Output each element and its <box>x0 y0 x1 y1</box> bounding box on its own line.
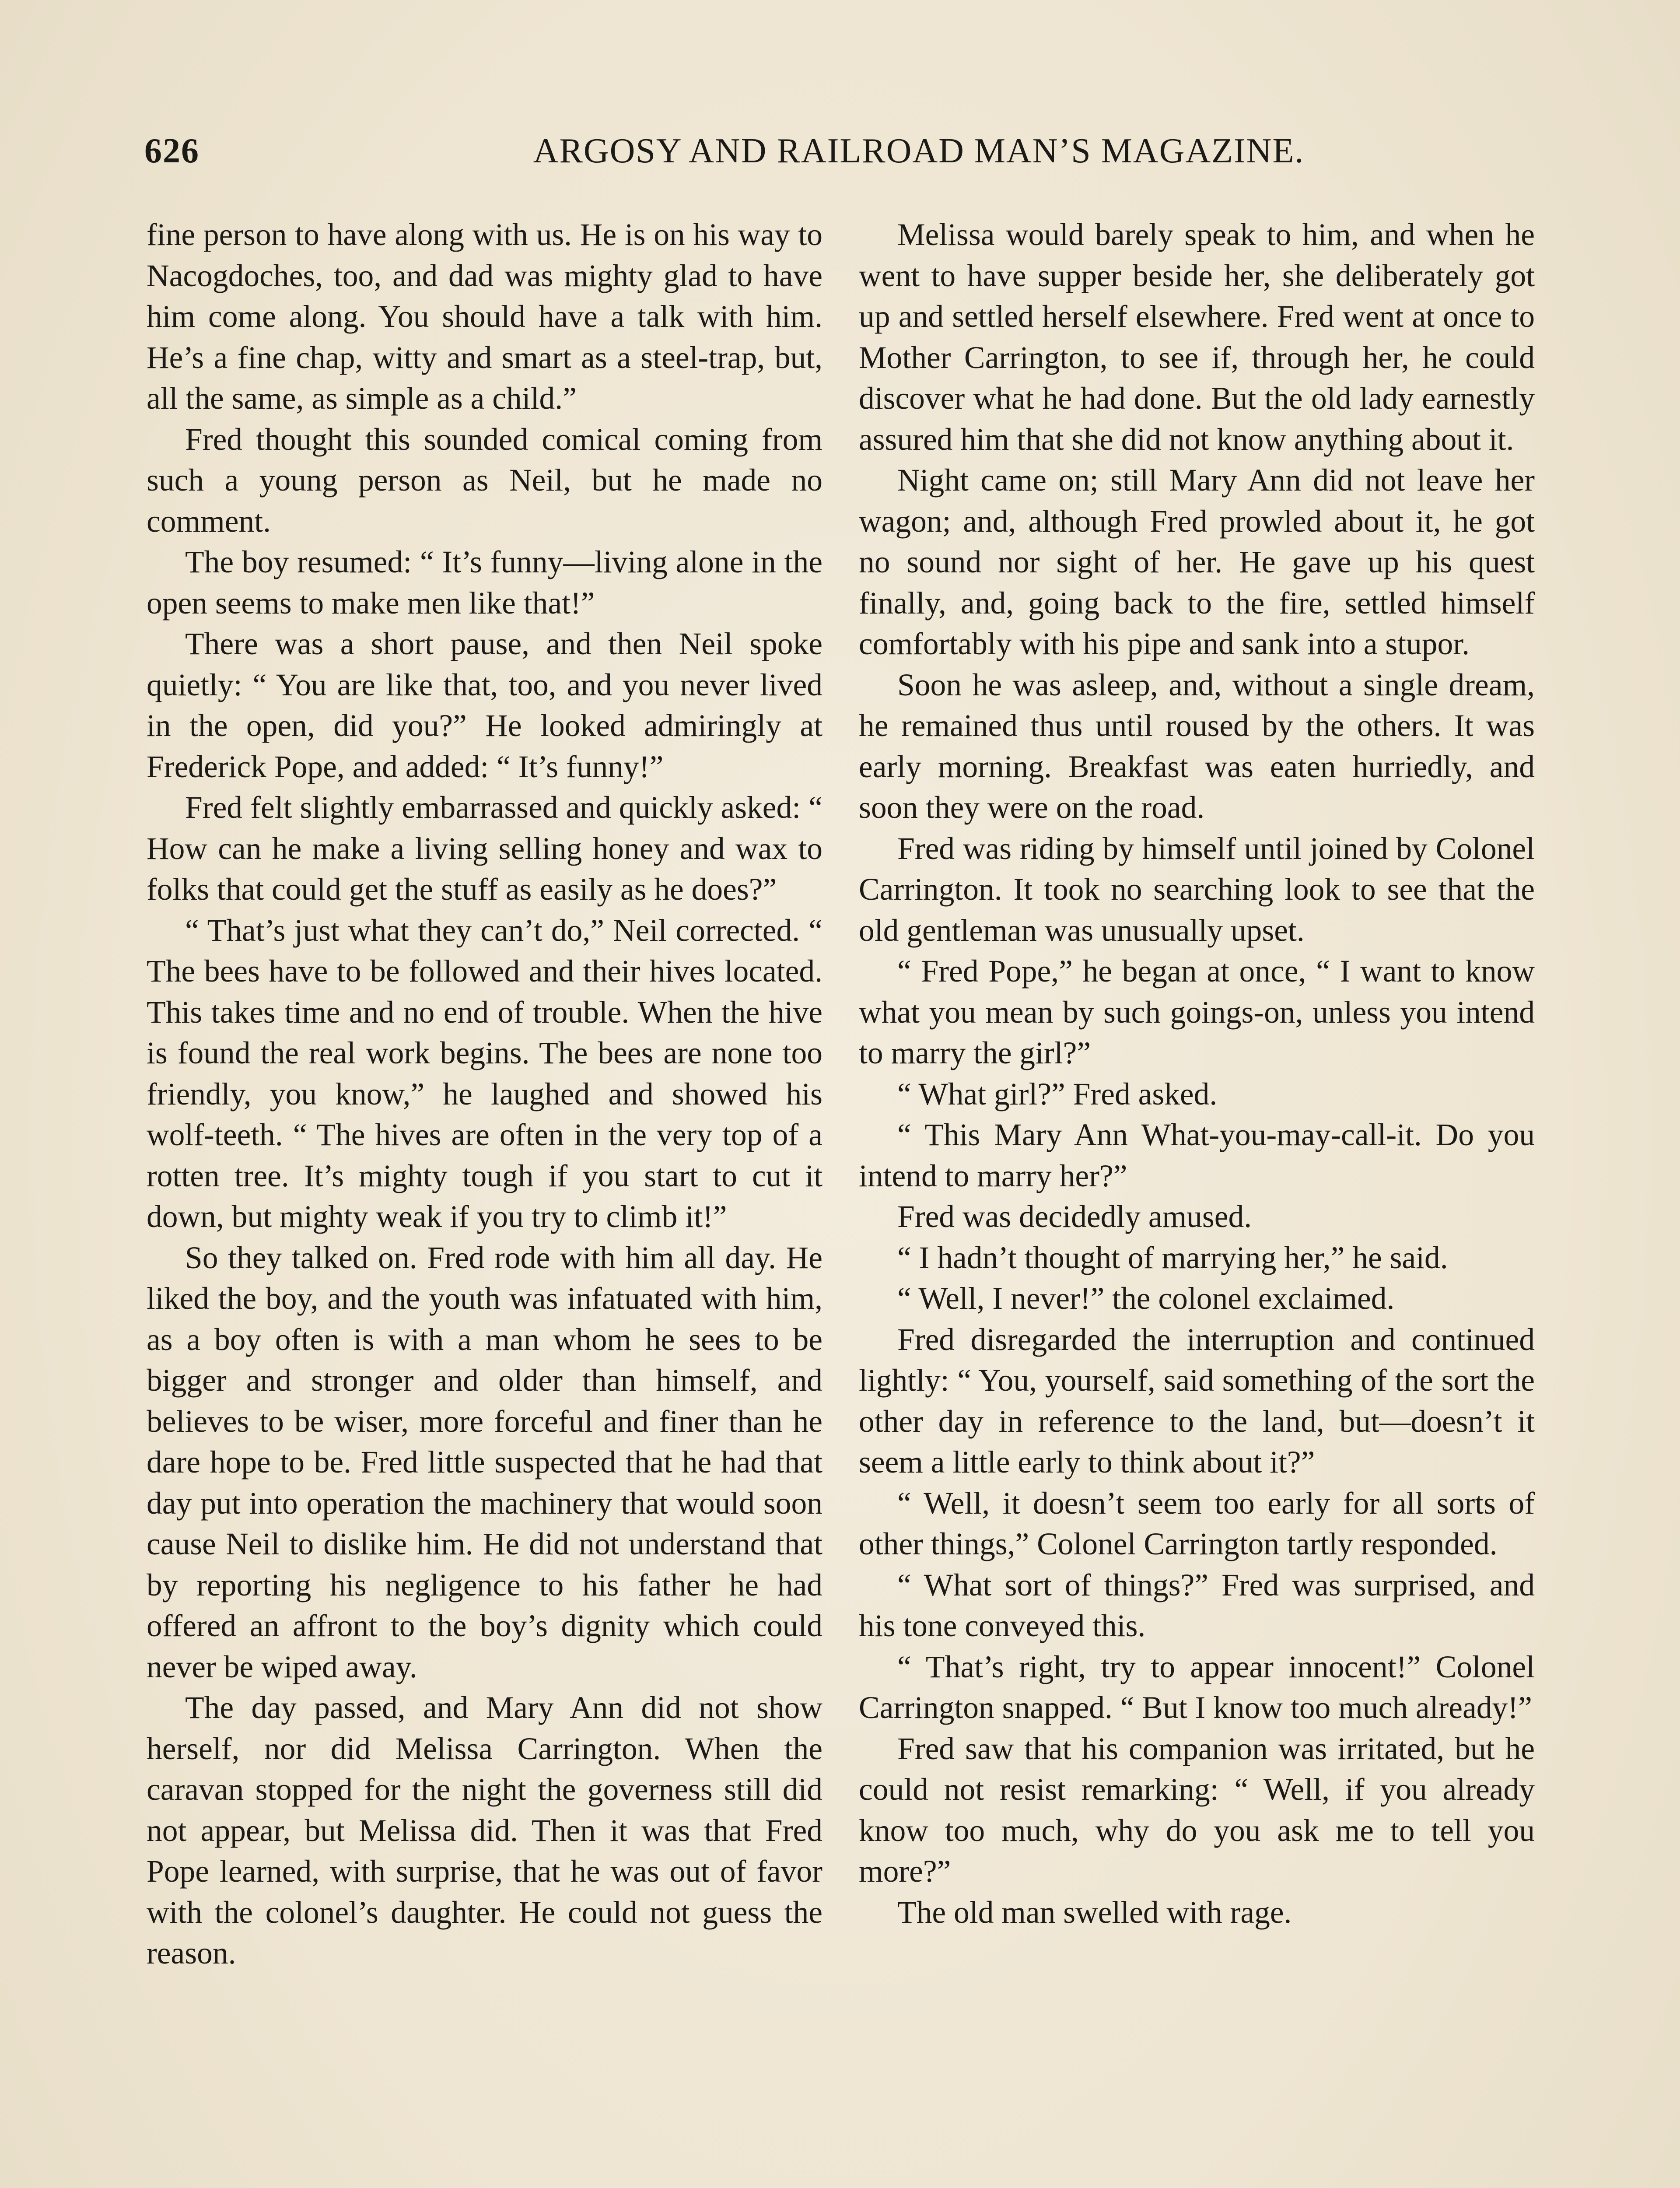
paragraph: The boy resumed: “ It’s funny—living alone in the open seems to make men like that!” <box>147 545 822 621</box>
paragraph: Melissa would barely speak to him, and when he went to have supper beside her, she deliberately got up and settled herself elsewhere. Fred went at once to Mother Carrington, to see if, through her, he could discover what he had done. But the old lady earnestly assured him that she did not know anything about it. <box>859 217 1535 457</box>
left-column <box>147 214 822 1974</box>
paragraph: The old man swelled with rage. <box>897 1895 1292 1930</box>
page-number: 626 <box>144 132 200 170</box>
paragraph: “ That’s just what they can’t do,” Neil corrected. “ The bees have to be followed and their hives located. This takes time and no end of trouble. When the hive is found the real work begins. The bees are none too friendly, you know,” he laughed and showed his wolf-teeth. “ The hives are often in the very top of a rotten tree. It’s mighty tough if you start to cut it down, but mighty weak if you try to climb it!” <box>147 913 822 1234</box>
paragraph: “ That’s right, try to appear innocent!” Colonel Carrington snapped. “ But I know too much already!” <box>859 1649 1535 1725</box>
paragraph: “ What girl?” Fred asked. <box>897 1076 1218 1112</box>
paragraph: Fred disregarded the interruption and continued lightly: “ You, yourself, said something of the sort the other day in reference to the land, but—doesn’t it seem a little early to think about it?” <box>859 1322 1535 1480</box>
paragraph: “ Fred Pope,” he began at once, “ I want to know what you mean by such goings-on, unless you intend to marry the girl?” <box>859 954 1535 1070</box>
paragraph: Fred saw that his companion was irritated, but he could not resist remarking: “ Well, if you already know too much, why do you ask me to tell you more?” <box>859 1731 1535 1889</box>
paragraph: Fred was riding by himself until joined by Colonel Carrington. It took no searching look to see that the old gentleman was unusually upset. <box>859 831 1535 948</box>
running-title: ARGOSY AND RAILROAD MAN’S MAGAZINE. <box>533 132 1305 170</box>
paragraph: There was a short pause, and then Neil spoke quietly: “ You are like that, too, and you never lived in the open, did you?” He looked admiringly at Frederick Pope, and added: “ It’s funny!” <box>147 627 822 784</box>
page-header <box>144 131 1549 179</box>
paragraph: “ Well, I never!” the colonel exclaimed. <box>897 1281 1395 1316</box>
paragraph: Fred felt slightly embarrassed and quickly asked: “ How can he make a living selling honey and wax to folks that could get the stuff as easily as he does?” <box>147 790 822 907</box>
paragraph: Fred thought this sounded comical coming from such a young person as Neil, but he made no comment. <box>147 422 822 539</box>
paragraph: The day passed, and Mary Ann did not show herself, nor did Melissa Carrington. When the caravan stopped for the night the governess still did not appear, but Melissa did. Then it was that Fred Pope learned, with surprise, that he was out of favor with the colonel’s daughter. He could not guess the reason. <box>147 1690 822 1971</box>
paragraph: Soon he was asleep, and, without a single dream, he remained thus until roused by the others. It was early morning. Breakfast was eaten hurriedly, and soon they were on the road. <box>859 667 1535 825</box>
paragraph: “ I hadn’t thought of marrying her,” he said. <box>897 1240 1448 1275</box>
right-column <box>859 214 1535 1933</box>
paragraph: Fred was decidedly amused. <box>897 1199 1252 1234</box>
paragraph: So they talked on. Fred rode with him all day. He liked the boy, and the youth was infatuated with him, as a boy often is with a man whom he sees to be bigger and stronger and older than himself, and believes to be wiser, more forceful and finer than he dare hope to be. Fred little suspected that he had that day put into operation the machinery that would soon cause Neil to dislike him. He did not understand that by reporting his negligence to his father he had offered an affront to the boy’s dignity which could never be wiped away. <box>147 1240 822 1684</box>
paragraph: fine person to have along with us. He is on his way to Nacogdoches, too, and dad was mighty glad to have him come along. You should have a talk with him. He’s a fine chap, witty and smart as a steel-trap, but, all the same, as simple as a child.” <box>147 217 822 416</box>
paragraph: “ This Mary Ann What-you-may-call-it. Do you intend to marry her?” <box>859 1118 1535 1193</box>
paragraph: “ Well, it doesn’t seem too early for all sorts of other things,” Colonel Carrington tartly responded. <box>859 1486 1535 1561</box>
paragraph: “ What sort of things?” Fred was surprised, and his tone conveyed this. <box>859 1567 1535 1643</box>
paragraph: Night came on; still Mary Ann did not leave her wagon; and, although Fred prowled about it, he got no sound nor sight of her. He gave up his quest finally, and, going back to the fire, settled himself comfortably with his pipe and sank into a stupor. <box>859 463 1535 661</box>
